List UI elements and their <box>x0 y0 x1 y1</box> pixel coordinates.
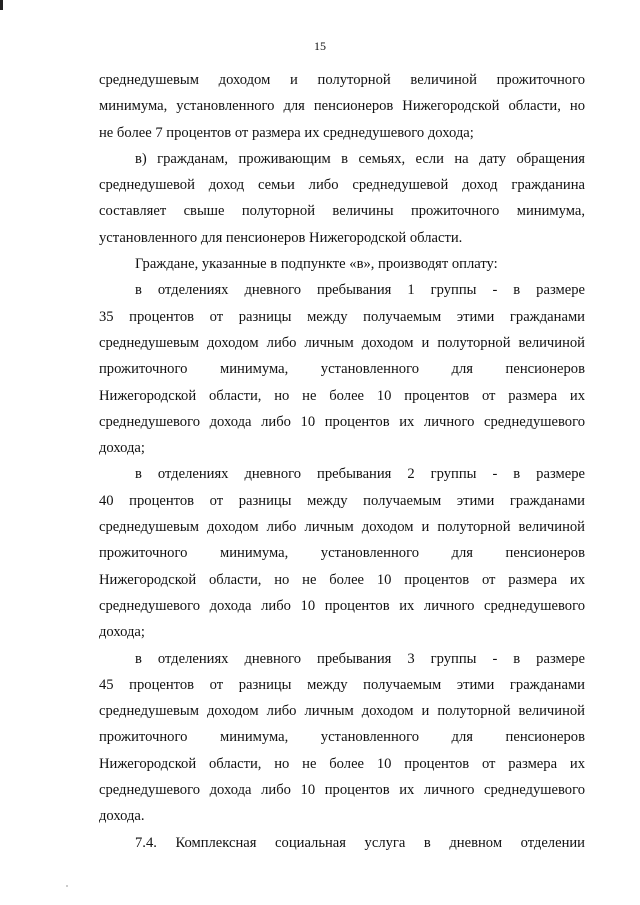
text-line: 7.4. Комплексная социальная услуга в дневном отделении <box>135 834 585 851</box>
text-line: дохода; <box>99 440 145 457</box>
text-line: среднедушевого дохода либо 10 процентов их личного среднедушевого <box>99 597 585 614</box>
text-line: прожиточного минимума, установленного для пенсионеров <box>99 545 585 562</box>
text-line: Граждане, указанные в подпункте «в», производят оплату: <box>135 256 498 273</box>
text-line: составляет свыше полуторной величины прожиточного минимума, <box>99 203 585 220</box>
page-number: 15 <box>314 39 326 53</box>
text-line: не более 7 процентов от размера их среднедушевого дохода; <box>99 124 474 141</box>
text-line: среднедушевым доходом и полуторной величиной прожиточного <box>99 72 585 88</box>
text-line: 45 процентов от разницы между получаемым этими гражданами <box>99 676 585 693</box>
text-line: Нижегородской области, но не более 10 процентов от размера их <box>99 755 585 772</box>
text-line: среднедушевым доходом либо личным доходом и полуторной величиной <box>99 519 585 536</box>
text-line: в отделениях дневного пребывания 1 группы - в размере <box>135 282 585 299</box>
document-body <box>99 67 585 856</box>
text-line: Нижегородской области, но не более 10 процентов от размера их <box>99 387 585 404</box>
text-line: в отделениях дневного пребывания 2 группы - в размере <box>135 466 585 483</box>
text-line: Нижегородской области, но не более 10 процентов от размера их <box>99 571 585 588</box>
text-line: 35 процентов от разницы между получаемым этими гражданами <box>99 308 585 325</box>
text-line: дохода. <box>99 808 145 825</box>
scan-speck <box>66 885 68 887</box>
text-line: прожиточного минимума, установленного для пенсионеров <box>99 361 585 378</box>
text-line: среднедушевого дохода либо 10 процентов их личного среднедушевого <box>99 413 585 430</box>
text-line: минимума, установленного для пенсионеров Нижегородской области, но <box>99 98 585 115</box>
text-line: дохода; <box>99 624 145 641</box>
text-line: в отделениях дневного пребывания 3 группы - в размере <box>135 650 585 667</box>
text-line: среднедушевым доходом либо личным доходом и полуторной величиной <box>99 703 585 720</box>
text-line: прожиточного минимума, установленного для пенсионеров <box>99 729 585 746</box>
text-line: среднедушевым доходом либо личным доходом и полуторной величиной <box>99 334 585 351</box>
text-line: 40 процентов от разницы между получаемым этими гражданами <box>99 492 585 509</box>
text-line: среднедушевой доход семьи либо среднедушевой доход гражданина <box>99 177 585 194</box>
text-line: среднедушевого дохода либо 10 процентов их личного среднедушевого <box>99 782 585 799</box>
scan-corner-mark <box>0 0 3 10</box>
text-line: установленного для пенсионеров Нижегородской области. <box>99 229 463 246</box>
text-line: в) гражданам, проживающим в семьях, если на дату обращения <box>135 150 585 167</box>
